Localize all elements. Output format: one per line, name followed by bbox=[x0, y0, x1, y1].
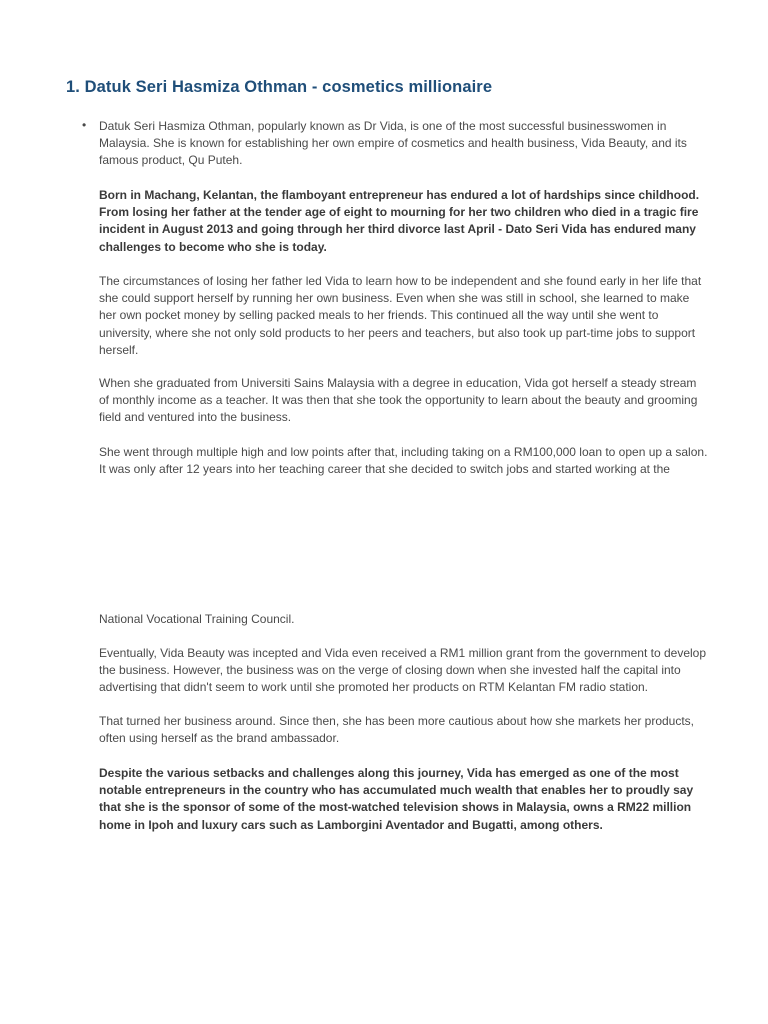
text-line: notable entrepreneurs in the country who has accumulated much wealth that enables her to proudly say bbox=[99, 783, 694, 798]
paragraph-turnaround bbox=[99, 713, 714, 747]
paragraph-success bbox=[99, 765, 714, 834]
text-line: It was only after 12 years into her teaching career that she decided to switch jobs and started working at the bbox=[99, 462, 670, 477]
text-line: Despite the various setbacks and challenges along this journey, Vida has emerged as one of the most bbox=[99, 766, 679, 780]
paragraph-loan bbox=[99, 444, 714, 478]
text-line: field and ventured into the business. bbox=[99, 410, 292, 425]
text-line: often using herself as the brand ambassador. bbox=[99, 731, 340, 746]
text-line: home in Ipoh and luxury cars such as Lamborgini Aventador and Bugatti, among others. bbox=[99, 817, 603, 832]
text-line: incident in August 2013 and going through her third divorce last April - Dato Seri Vida has endured many bbox=[99, 222, 696, 237]
text-line: National Vocational Training Council. bbox=[99, 612, 295, 626]
paragraph-independence bbox=[99, 273, 714, 359]
text-line: advertising that didn't seem to work until she promoted her products on RTM Kelantan FM radio station. bbox=[99, 680, 649, 695]
paragraph-graduation bbox=[99, 375, 714, 427]
section-heading: 1. Datuk Seri Hasmiza Othman - cosmetics millionaire bbox=[66, 78, 493, 96]
text-line: that she is the sponsor of some of the most-watched television shows in Malaysia, owns a RM22 million bbox=[99, 800, 692, 815]
text-line: Eventually, Vida Beauty was incepted and Vida even received a RM1 million grant from the government to develop bbox=[99, 646, 707, 660]
text-line: She went through multiple high and low points after that, including taking on a RM100,000 loan to open up a salon. bbox=[99, 445, 708, 459]
paragraph-childhood bbox=[99, 187, 714, 256]
text-line: famous product, Qu Puteh. bbox=[99, 153, 243, 168]
text-line: That turned her business around. Since then, she has been more cautious about how she markets her products, bbox=[99, 714, 695, 728]
text-line: Malaysia. She is known for establishing her own empire of cosmetics and health business, Vida Beauty, and its bbox=[99, 136, 687, 151]
list-bullet: • bbox=[82, 118, 87, 132]
paragraph-continuation bbox=[99, 611, 714, 628]
text-line: she could support herself by running her own business. Even when she was still in school, she learned to make bbox=[99, 291, 690, 306]
text-line: her own pocket money by selling packed meals to her friends. This continued all the way until she went to bbox=[99, 308, 659, 323]
text-line: of monthly income as a teacher. It was then that she took the opportunity to learn about the beauty and grooming bbox=[99, 393, 698, 408]
text-line: Born in Machang, Kelantan, the flamboyant entrepreneur has endured a lot of hardships since childhood. bbox=[99, 188, 700, 202]
text-line: university, where she not only sold products to her peers and teachers, but also took up part-time jobs to support bbox=[99, 325, 696, 340]
paragraph-grant bbox=[99, 645, 714, 697]
text-line: From losing her father at the tender age of eight to mourning for her two children who died in a tragic fire bbox=[99, 205, 699, 220]
text-line: the business. However, the business was on the verge of closing down when she invested half the capital into bbox=[99, 663, 681, 678]
text-line: herself. bbox=[99, 342, 139, 357]
text-line: challenges to become who she is today. bbox=[99, 239, 327, 254]
text-line: Datuk Seri Hasmiza Othman, popularly known as Dr Vida, is one of the most successful businesswomen in bbox=[99, 119, 667, 133]
text-line: When she graduated from Universiti Sains Malaysia with a degree in education, Vida got herself a steady stream bbox=[99, 376, 697, 390]
text-line: The circumstances of losing her father led Vida to learn how to be independent and she found early in her life that bbox=[99, 274, 702, 288]
paragraph-intro bbox=[99, 118, 714, 170]
